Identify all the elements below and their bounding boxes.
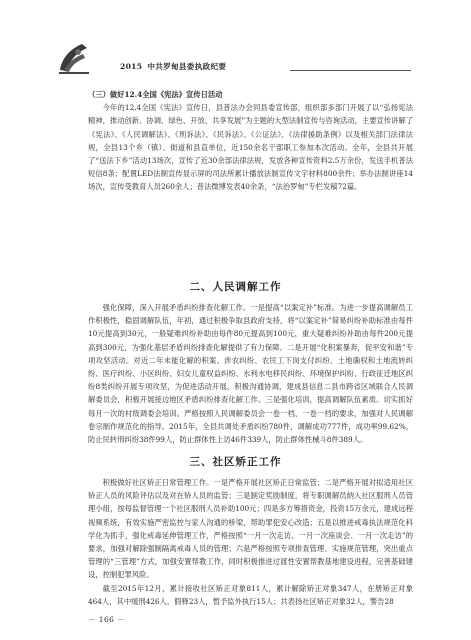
paragraph-mediation: 强化保障，深入开展矛盾纠纷排查化解工作。一是提高“以案定补”标准。为进一步提高调解员工作积极性，稳固调解队伍，年初，通过积极争取县政府支持，将“以案定补”简易纠纷补助标准由每件10元提高到30元，一般疑难纠纷补助由每件80元提高到100元，重大疑难纠纷补助由每件200元提高到300元，为强化基层矛盾纠纷排查化解提供了有力保障。二是开展“化积案暴奔，促平安和谐”专项攻坚活动。对近二年未能化解的积案、涉农纠纷、农民工下岗支付纠纷、土地确权和土地流转纠纷、医疗纠纷、小区纠纷、妇女儿童权益纠纷、水利水电移民纠纷、环境保护纠纷、行政征迁地区纠纷8类纠纷开展专项攻坚，为促进活动开展，积极沟通协调，建成县信息二县市跨省区域联合人民调解委员会，积极开展接边地区矛盾纠纷排查化解工作。三是强化培训，提高调解队伍素质。切实抓好每月一次的村级调委会培训。严格按照人民调解委员会一卷一档、一卷一档的要求，加强对人民调解卷宗制作规范化的指导。2015年，全县共调处矛盾纠纷780件，调解成功777件，成功率99.62%。防止民转刑纠纷38件99人，防止群体性上访46件339人，防止群体性械斗8件389人。 <box>88 303 413 445</box>
section-correction <box>88 476 413 608</box>
page-number: － 166 － <box>88 615 126 624</box>
section-title-correction: 三、社区矫正工作 <box>189 456 282 468</box>
section-intro <box>88 88 413 194</box>
section-title-mediation: 二、人民调解工作 <box>189 281 282 293</box>
paragraph-correction-stats: 截至2015年12月，累计接收社区矫正对象811人，累计解除矫正对象347人，在册矫正对象464人，其中缓刑426人，假释23人，暂予监外执行15人；共表扬社区矫正对象32人，警告28 <box>88 583 413 606</box>
running-header <box>0 40 471 76</box>
header-title: 中共罗甸县委执政纪要 <box>147 62 227 71</box>
running-head-title <box>120 61 226 72</box>
paragraph-constitution-day: 今年的12.4全国《宪法》宣传日，县普法办会同县委宣传部，组织部多部门开展了以“弘扬宪法精神，推动创新、协调、绿色、开放、共享发展”为主题的大型法制宣传与咨询活动，主要宣传讲解了《宪法》、《人民调解法》、《刑诉法》、《民诉法》、《公证法》、《法律援助条例》以及相关部门法律法规，全县13个乡（镇）、街道和县直单位，近150余名干部职工参加本次活动。全年，全县共开展了“送法下乡”活动13场次，宣传了近30余部法律法规，发放各种宣传资料2.5万余份，发送手机普法短信8条；配置LED法制宣传显示屏的司法所累计播放法制宣传文字材料800余件；举办法制讲座14场次，宣传受教育人员260余人；普法微博发表40余条，“法治罗甸”专栏发稿72篇。 <box>88 103 413 192</box>
section-mediation <box>88 301 413 446</box>
header-rule <box>290 70 411 71</box>
paragraph-correction: 积极做好社区矫正日常管理工作。一是严格开展社区矫正日常监管；二是严格开展对拟适用社区矫正人员的风险评估以及对在矫人员的监管；三是制定奖励制度，将专职调解员纳入社区服刑人员管理小组，按每监督管理一个社区服刑人员补助100元；四是多方筹措资金，投资15万余元，建成远程视频系统，有效实施严密监控与家人沟通的桥梁，帮助罪犯安心改造；五是以推进戒毒执法规范化科学化为抓手，强化戒毒延伸管理工作，严格按照“一月一次走访、一月一次座谈会、一月一次走访”的要求，加强对解除强制隔离戒毒人员的管理；六是严格按照专项排查管理、实施规范管理，突出重点管理的“三管理”方式，加强安置帮教工作，同时积极推进过渡性安置帮教基地建设进程，完善基础建设，控制犯罪风险。 <box>88 478 413 580</box>
header-year: 2015 <box>120 62 143 71</box>
party-emblem-icon <box>56 40 92 76</box>
subheading-constitution-day: （三）做好12.4全国《宪法》宣传日活动 <box>88 90 223 99</box>
